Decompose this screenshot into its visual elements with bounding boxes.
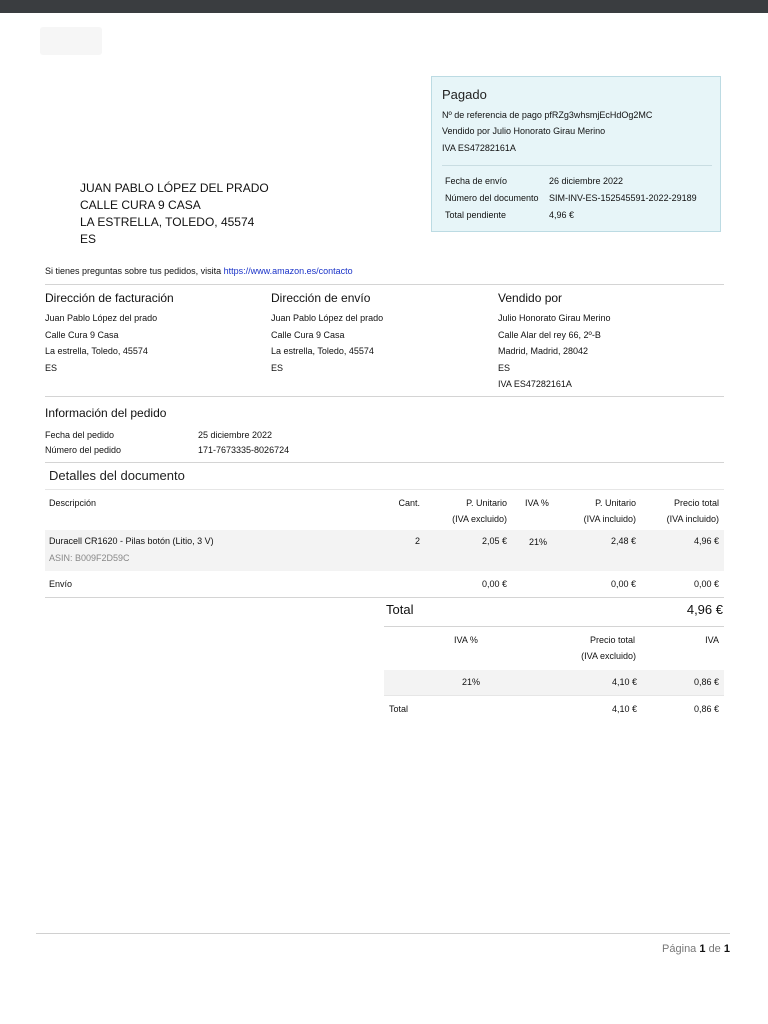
recipient-address [80, 180, 269, 248]
shipping-unit-price-incl: 0,00 € [610, 579, 636, 589]
summary-col-price-sub: (IVA excluido) [581, 651, 636, 661]
row-value: SIM-INV-ES-152545591-2022-29189 [549, 193, 697, 203]
row-label: Fecha de envío [445, 176, 508, 186]
total-label: Total [386, 602, 414, 617]
item-unit-price-excl: 2,05 € [481, 536, 507, 546]
divider [45, 462, 724, 463]
address-line: Juan Pablo López del prado [45, 313, 158, 323]
recipient-line: ES [80, 232, 97, 246]
divider [384, 695, 724, 696]
shipping-address [271, 291, 383, 376]
logo-placeholder [40, 27, 102, 55]
divider [45, 284, 724, 285]
address-line: ES [45, 362, 58, 373]
col-header-description: Descripción [49, 498, 97, 508]
current-page: 1 [699, 943, 706, 955]
col-header-unit-price-incl-sub: (IVA incluido) [583, 514, 636, 524]
order-date-row [45, 430, 273, 440]
recipient-line: JUAN PABLO LÓPEZ DEL PRADO [80, 181, 269, 195]
row-value: 171-7673335-8026724 [198, 445, 290, 455]
footer-divider [36, 933, 730, 934]
divider [45, 597, 724, 598]
document-number-row [445, 193, 697, 203]
seller-address [498, 291, 611, 393]
col-header-total-price: Precio total [673, 498, 719, 508]
row-label: Fecha del pedido [45, 430, 115, 440]
summary-total-vat: 0,86 € [693, 704, 719, 714]
row-label: Total pendiente [445, 210, 507, 220]
row-value: 25 diciembre 2022 [198, 430, 273, 440]
page-indicator [662, 943, 730, 955]
contact-link[interactable]: https://www.amazon.es/contacto [223, 266, 353, 276]
total-value: 4,96 € [686, 602, 723, 617]
summary-total-label: Total [389, 704, 409, 714]
order-number-row [45, 445, 290, 455]
address-line: Juan Pablo López del prado [271, 313, 384, 323]
summary-price: 4,10 € [611, 677, 637, 687]
col-header-unit-price-excl: P. Unitario [466, 498, 507, 508]
shipping-heading: Dirección de envío [271, 291, 371, 305]
shipping-unit-price-excl: 0,00 € [481, 579, 507, 589]
item-total-price: 4,96 € [693, 536, 719, 546]
payment-summary-box [431, 76, 721, 232]
address-line: Calle Alar del rey 66, 2º-B [498, 329, 601, 340]
summary-col-vat: IVA [705, 635, 719, 645]
address-line: La estrella, Toledo, 45574 [271, 346, 374, 356]
col-header-unit-price-excl-sub: (IVA excluido) [452, 514, 507, 524]
pending-total-row [445, 210, 575, 220]
summary-total-price: 4,10 € [611, 704, 637, 714]
address-line: IVA ES47282161A [498, 379, 572, 389]
of-word: de [708, 943, 721, 955]
address-line: Calle Cura 9 Casa [271, 329, 345, 340]
address-line: Calle Cura 9 Casa [45, 329, 119, 340]
address-line: ES [271, 362, 284, 373]
divider [384, 626, 724, 627]
contact-note [45, 266, 353, 276]
col-header-total-price-sub: (IVA incluido) [666, 514, 719, 524]
address-line: Madrid, Madrid, 28042 [498, 346, 589, 356]
payment-status: Pagado [442, 87, 487, 102]
item-description: Duracell CR1620 - Pilas botón (Litio, 3 V) [49, 536, 214, 546]
item-vat-percent: 21% [529, 537, 548, 547]
summary-col-price: Precio total [589, 635, 635, 645]
seller-heading: Vendido por [498, 291, 563, 305]
item-quantity: 2 [414, 536, 420, 546]
address-line: Julio Honorato Girau Merino [498, 313, 611, 323]
ship-date-row [445, 176, 624, 186]
col-header-quantity: Cant. [398, 498, 420, 508]
billing-heading: Dirección de facturación [45, 291, 174, 305]
order-info-heading: Información del pedido [45, 406, 167, 420]
details-heading: Detalles del documento [49, 468, 185, 483]
summary-vat: 0,86 € [693, 677, 719, 687]
sold-by-line: Vendido por Julio Honorato Girau Merino [442, 126, 606, 136]
address-line: ES [498, 362, 511, 373]
col-header-vat-percent: IVA % [525, 498, 549, 508]
top-bar [0, 0, 768, 13]
row-value: 4,96 € [549, 210, 575, 220]
recipient-line: LA ESTRELLA, TOLEDO, 45574 [80, 215, 255, 229]
payment-reference: Nº de referencia de pago pfRZg3whsmjEcHdOg2MC [442, 110, 653, 120]
billing-address [45, 291, 174, 376]
shipping-total-price: 0,00 € [693, 579, 719, 589]
vat-id-line: IVA ES47282161A [442, 143, 516, 153]
item-unit-price-incl: 2,48 € [610, 536, 636, 546]
row-value: 26 diciembre 2022 [549, 176, 624, 186]
recipient-line: CALLE CURA 9 CASA [80, 198, 201, 212]
divider [45, 396, 724, 397]
divider [442, 165, 712, 166]
summary-vat-percent: 21% [462, 677, 481, 687]
shipping-description: Envío [49, 579, 73, 589]
contact-text: Si tienes preguntas sobre tus pedidos, visita [45, 266, 224, 276]
total-pages: 1 [723, 943, 730, 955]
address-line: La estrella, Toledo, 45574 [45, 346, 148, 356]
summary-col-vat-percent: IVA % [454, 635, 478, 645]
page-word: Página [662, 943, 697, 955]
item-asin: ASIN: B009F2D59C [49, 553, 130, 563]
divider [45, 489, 724, 490]
col-header-unit-price-incl: P. Unitario [595, 498, 636, 508]
row-label: Número del pedido [45, 445, 122, 455]
row-label: Número del documento [445, 193, 539, 203]
